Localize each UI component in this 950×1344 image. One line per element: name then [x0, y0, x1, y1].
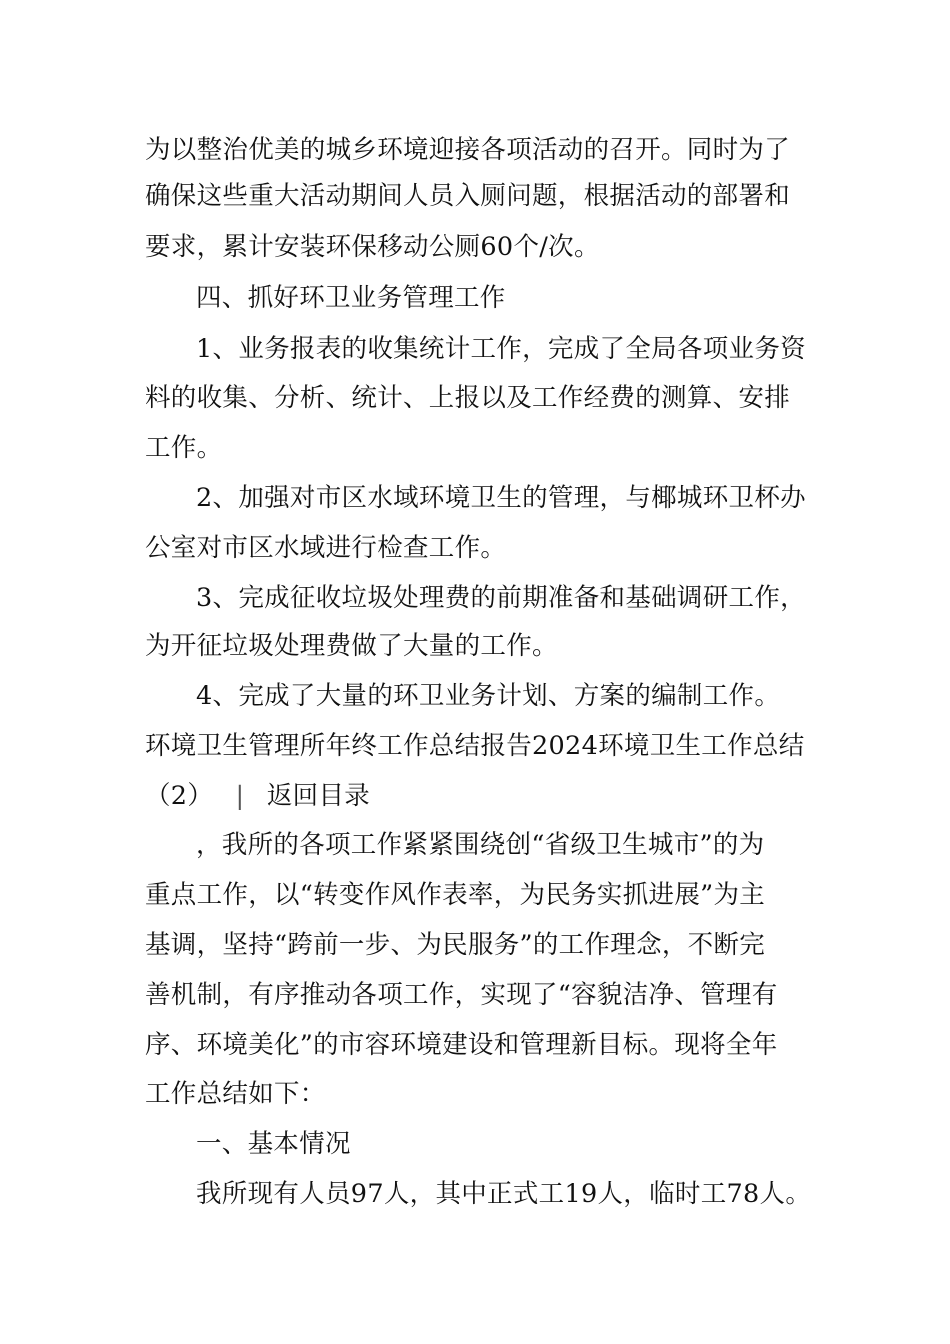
- paragraph-line: 为以整治优美的城乡环境迎接各项活动的召开。同时为了: [145, 135, 791, 165]
- section-heading: 四、抓好环卫业务管理工作: [196, 283, 506, 313]
- paragraph-line: 1、业务报表的收集统计工作，完成了全局各项业务资: [196, 334, 806, 364]
- paragraph-line: 工作。: [145, 433, 223, 463]
- paragraph-line: 工作总结如下：: [145, 1079, 326, 1109]
- paragraph-line: 善机制，有序推动各项工作，实现了“容貌洁净、管理有: [145, 980, 778, 1010]
- paragraph-line: ，我所的各项工作紧紧围绕创“省级卫生城市”的为: [196, 830, 765, 860]
- title-continuation: [145, 781, 370, 811]
- paragraph-line: 确保这些重大活动期间人员入厕问题，根据活动的部署和: [145, 181, 791, 211]
- paragraph-line: 我所现有人员97人，其中正式工19人，临时工78人。: [196, 1179, 812, 1209]
- article-title: 环境卫生管理所年终工作总结报告2024环境卫生工作总结: [145, 731, 805, 761]
- paragraph-line: 3、完成征收垃圾处理费的前期准备和基础调研工作，: [196, 583, 806, 613]
- paragraph-line: 2、加强对市区水域环境卫生的管理，与椰城环卫杯办: [196, 483, 806, 513]
- paragraph-line: 料的收集、分析、统计、上报以及工作经费的测算、安排: [145, 383, 791, 413]
- paragraph-line: 基调，坚持“跨前一步、为民服务”的工作理念，不断完: [145, 930, 766, 960]
- paragraph-line: 要求，累计安装环保移动公厕60个/次。: [145, 232, 600, 262]
- paragraph-line: 公室对市区水域进行检查工作。: [145, 533, 507, 563]
- paragraph-line: 序、环境美化”的市容环境建设和管理新目标。现将全年: [145, 1030, 778, 1060]
- title-number: （2）: [145, 781, 214, 811]
- paragraph-line: 4、完成了大量的环卫业务计划、方案的编制工作。: [196, 681, 781, 711]
- paragraph-line: 重点工作，以“转变作风作表率，为民务实抓进展”为主: [145, 880, 766, 910]
- separator: |: [235, 781, 245, 811]
- paragraph-line: 为开征垃圾处理费做了大量的工作。: [145, 631, 558, 661]
- back-to-contents-link[interactable]: 返回目录: [266, 781, 371, 811]
- section-heading: 一、基本情况: [196, 1129, 351, 1159]
